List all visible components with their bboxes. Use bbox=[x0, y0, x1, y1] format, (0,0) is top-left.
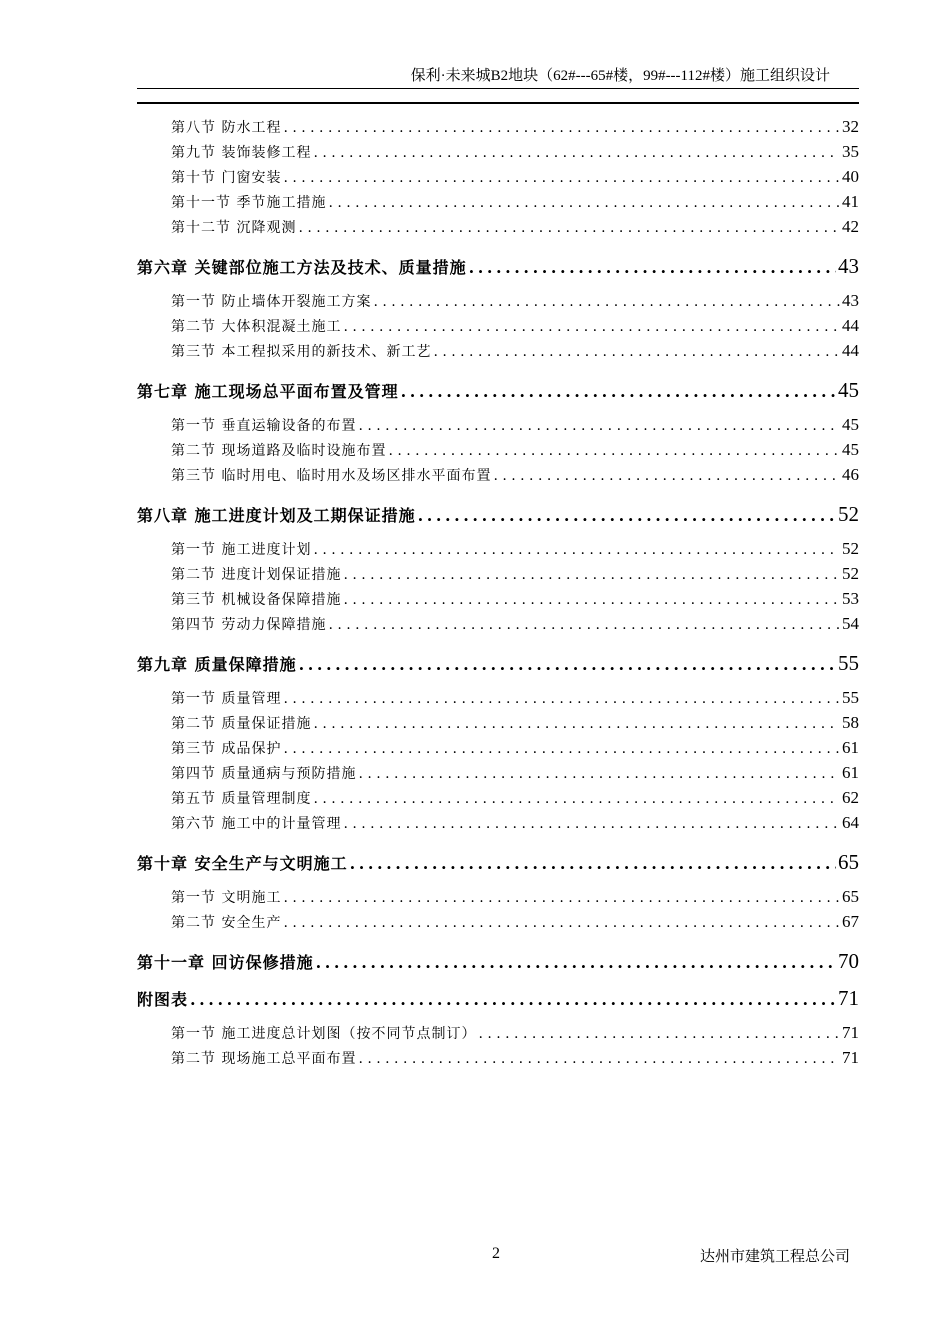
toc-section-entry[interactable] bbox=[137, 763, 859, 788]
toc-entry-label: 第十二节 沉降观测 bbox=[171, 220, 297, 236]
toc-entry-label: 第二节 现场道路及临时设施布置 bbox=[171, 443, 387, 459]
toc-entry-page: 42 bbox=[842, 217, 859, 236]
toc-entry-page: 46 bbox=[842, 465, 859, 484]
toc-entry-page: 40 bbox=[842, 167, 859, 186]
toc-entry-page: 45 bbox=[842, 415, 859, 434]
toc-entry-label: 第十一章 回访保修措施 bbox=[137, 953, 314, 972]
toc-entry-label: 第四节 劳动力保障措施 bbox=[171, 617, 327, 633]
toc-chapter-entry[interactable] bbox=[137, 502, 859, 527]
toc-leader-dots bbox=[313, 791, 840, 807]
toc-entry-label: 第一节 质量管理 bbox=[171, 691, 282, 707]
toc-leader-dots bbox=[313, 145, 840, 161]
toc-leader-dots bbox=[343, 592, 840, 608]
toc-section-entry[interactable] bbox=[137, 1048, 859, 1073]
table-of-contents bbox=[137, 117, 859, 1073]
toc-entry-page: 45 bbox=[838, 378, 859, 402]
toc-leader-dots bbox=[418, 506, 836, 525]
toc-section-entry[interactable] bbox=[137, 738, 859, 763]
footer-page-number: 2 bbox=[492, 1245, 500, 1262]
toc-section-entry[interactable] bbox=[137, 316, 859, 341]
toc-entry-label: 第三节 成品保护 bbox=[171, 741, 282, 757]
toc-section-entry[interactable] bbox=[137, 465, 859, 490]
toc-entry-page: 45 bbox=[842, 440, 859, 459]
toc-entry-page: 43 bbox=[838, 254, 859, 278]
toc-leader-dots bbox=[283, 170, 840, 186]
toc-section-entry[interactable] bbox=[137, 589, 859, 614]
toc-entry-page: 64 bbox=[842, 813, 859, 832]
toc-section-entry[interactable] bbox=[137, 887, 859, 912]
toc-section-entry[interactable] bbox=[137, 1023, 859, 1048]
toc-leader-dots bbox=[328, 195, 840, 211]
toc-section-entry[interactable] bbox=[137, 440, 859, 465]
toc-entry-label: 第九章 质量保障措施 bbox=[137, 655, 297, 674]
toc-entry-page: 67 bbox=[842, 912, 859, 931]
toc-entry-page: 55 bbox=[842, 688, 859, 707]
toc-leader-dots bbox=[283, 890, 840, 906]
header-rule bbox=[137, 88, 859, 89]
toc-entry-page: 62 bbox=[842, 788, 859, 807]
toc-leader-dots bbox=[358, 418, 840, 434]
toc-entry-label: 第九节 装饰装修工程 bbox=[171, 145, 312, 161]
toc-entry-label: 第三节 本工程拟采用的新技术、新工艺 bbox=[171, 344, 432, 360]
toc-entry-page: 52 bbox=[838, 502, 859, 526]
toc-entry-page: 71 bbox=[838, 986, 859, 1010]
toc-leader-dots bbox=[433, 344, 840, 360]
toc-entry-label: 第一节 防止墙体开裂施工方案 bbox=[171, 294, 372, 310]
toc-chapter-entry[interactable] bbox=[137, 378, 859, 403]
toc-entry-label: 第八节 防水工程 bbox=[171, 120, 282, 136]
toc-section-entry[interactable] bbox=[137, 813, 859, 838]
toc-entry-page: 32 bbox=[842, 117, 859, 136]
toc-leader-dots bbox=[469, 258, 836, 277]
toc-entry-label: 第二节 现场施工总平面布置 bbox=[171, 1051, 357, 1067]
toc-entry-page: 65 bbox=[842, 887, 859, 906]
toc-entry-page: 61 bbox=[842, 738, 859, 757]
toc-entry-label: 附图表 bbox=[137, 990, 189, 1009]
toc-entry-label: 第一节 施工进度计划 bbox=[171, 542, 312, 558]
toc-chapter-entry[interactable] bbox=[137, 850, 859, 875]
toc-entry-label: 第五节 质量管理制度 bbox=[171, 791, 312, 807]
toc-entry-page: 65 bbox=[838, 850, 859, 874]
toc-chapter-entry[interactable] bbox=[137, 651, 859, 676]
toc-entry-page: 71 bbox=[842, 1023, 859, 1042]
toc-entry-label: 第一节 垂直运输设备的布置 bbox=[171, 418, 357, 434]
toc-chapter-entry[interactable] bbox=[137, 949, 859, 974]
toc-entry-page: 71 bbox=[842, 1048, 859, 1067]
toc-chapter-entry[interactable] bbox=[137, 254, 859, 279]
toc-entry-page: 61 bbox=[842, 763, 859, 782]
toc-leader-dots bbox=[358, 1051, 840, 1067]
toc-entry-page: 52 bbox=[842, 564, 859, 583]
toc-section-entry[interactable] bbox=[137, 291, 859, 316]
toc-section-entry[interactable] bbox=[137, 564, 859, 589]
toc-entry-page: 70 bbox=[838, 949, 859, 973]
toc-entry-page: 43 bbox=[842, 291, 859, 310]
toc-leader-dots bbox=[328, 617, 840, 633]
toc-section-entry[interactable] bbox=[137, 688, 859, 713]
toc-entry-label: 第一节 文明施工 bbox=[171, 890, 282, 906]
toc-entry-page: 52 bbox=[842, 539, 859, 558]
toc-leader-dots bbox=[478, 1026, 840, 1042]
toc-leader-dots bbox=[316, 953, 836, 972]
toc-leader-dots bbox=[493, 468, 840, 484]
toc-section-entry[interactable] bbox=[137, 217, 859, 242]
toc-entry-label: 第二节 进度计划保证措施 bbox=[171, 567, 342, 583]
toc-entry-page: 44 bbox=[842, 341, 859, 360]
toc-entry-label: 第四节 质量通病与预防措施 bbox=[171, 766, 357, 782]
toc-entry-page: 41 bbox=[842, 192, 859, 211]
toc-section-entry[interactable] bbox=[137, 713, 859, 738]
toc-leader-dots bbox=[401, 382, 836, 401]
toc-leader-dots bbox=[343, 816, 840, 832]
toc-leader-dots bbox=[190, 990, 836, 1009]
toc-section-entry[interactable] bbox=[137, 192, 859, 217]
toc-leader-dots bbox=[388, 443, 840, 459]
toc-entry-label: 第八章 施工进度计划及工期保证措施 bbox=[137, 506, 416, 525]
toc-entry-label: 第十一节 季节施工措施 bbox=[171, 195, 327, 211]
toc-entry-label: 第二节 安全生产 bbox=[171, 915, 282, 931]
toc-leader-dots bbox=[343, 319, 840, 335]
toc-leader-dots bbox=[283, 691, 840, 707]
toc-entry-label: 第三节 机械设备保障措施 bbox=[171, 592, 342, 608]
toc-section-entry[interactable] bbox=[137, 167, 859, 192]
toc-entry-label: 第十节 门窗安装 bbox=[171, 170, 282, 186]
toc-section-entry[interactable] bbox=[137, 614, 859, 639]
toc-entry-label: 第二节 大体积混凝土施工 bbox=[171, 319, 342, 335]
toc-entry-page: 44 bbox=[842, 316, 859, 335]
toc-section-entry[interactable] bbox=[137, 788, 859, 813]
toc-entry-label: 第六章 关键部位施工方法及技术、质量措施 bbox=[137, 258, 467, 277]
toc-leader-dots bbox=[350, 854, 836, 873]
toc-leader-dots bbox=[313, 542, 840, 558]
toc-entry-page: 54 bbox=[842, 614, 859, 633]
toc-entry-label: 第六节 施工中的计量管理 bbox=[171, 816, 342, 832]
toc-leader-dots bbox=[373, 294, 840, 310]
toc-section-entry[interactable] bbox=[137, 912, 859, 937]
toc-entry-page: 53 bbox=[842, 589, 859, 608]
toc-entry-page: 35 bbox=[842, 142, 859, 161]
toc-leader-dots bbox=[283, 120, 840, 136]
toc-entry-label: 第十章 安全生产与文明施工 bbox=[137, 854, 348, 873]
header-title: 保利·未来城B2地块（62#---65#楼，99#---112#楼）施工组织设计 bbox=[410, 68, 830, 84]
toc-leader-dots bbox=[283, 915, 840, 931]
toc-section-entry[interactable] bbox=[137, 341, 859, 366]
toc-leader-dots bbox=[358, 766, 840, 782]
toc-leader-dots bbox=[343, 567, 840, 583]
toc-leader-dots bbox=[299, 655, 836, 674]
toc-entry-label: 第三节 临时用电、临时用水及场区排水平面布置 bbox=[171, 468, 492, 484]
toc-entry-label: 第七章 施工现场总平面布置及管理 bbox=[137, 382, 399, 401]
toc-section-entry[interactable] bbox=[137, 415, 859, 440]
toc-entry-label: 第一节 施工进度总计划图（按不同节点制订） bbox=[171, 1026, 477, 1042]
toc-leader-dots bbox=[298, 220, 840, 236]
toc-entry-page: 55 bbox=[838, 651, 859, 675]
toc-chapter-entry[interactable] bbox=[137, 986, 859, 1011]
header-rule-thick bbox=[137, 102, 859, 104]
toc-section-entry[interactable] bbox=[137, 539, 859, 564]
toc-entry-page: 58 bbox=[842, 713, 859, 732]
toc-entry-label: 第二节 质量保证措施 bbox=[171, 716, 312, 732]
footer-company: 达州市建筑工程总公司 bbox=[699, 1247, 850, 1265]
toc-section-entry[interactable] bbox=[137, 117, 859, 142]
toc-section-entry[interactable] bbox=[137, 142, 859, 167]
toc-leader-dots bbox=[313, 716, 840, 732]
toc-leader-dots bbox=[283, 741, 840, 757]
